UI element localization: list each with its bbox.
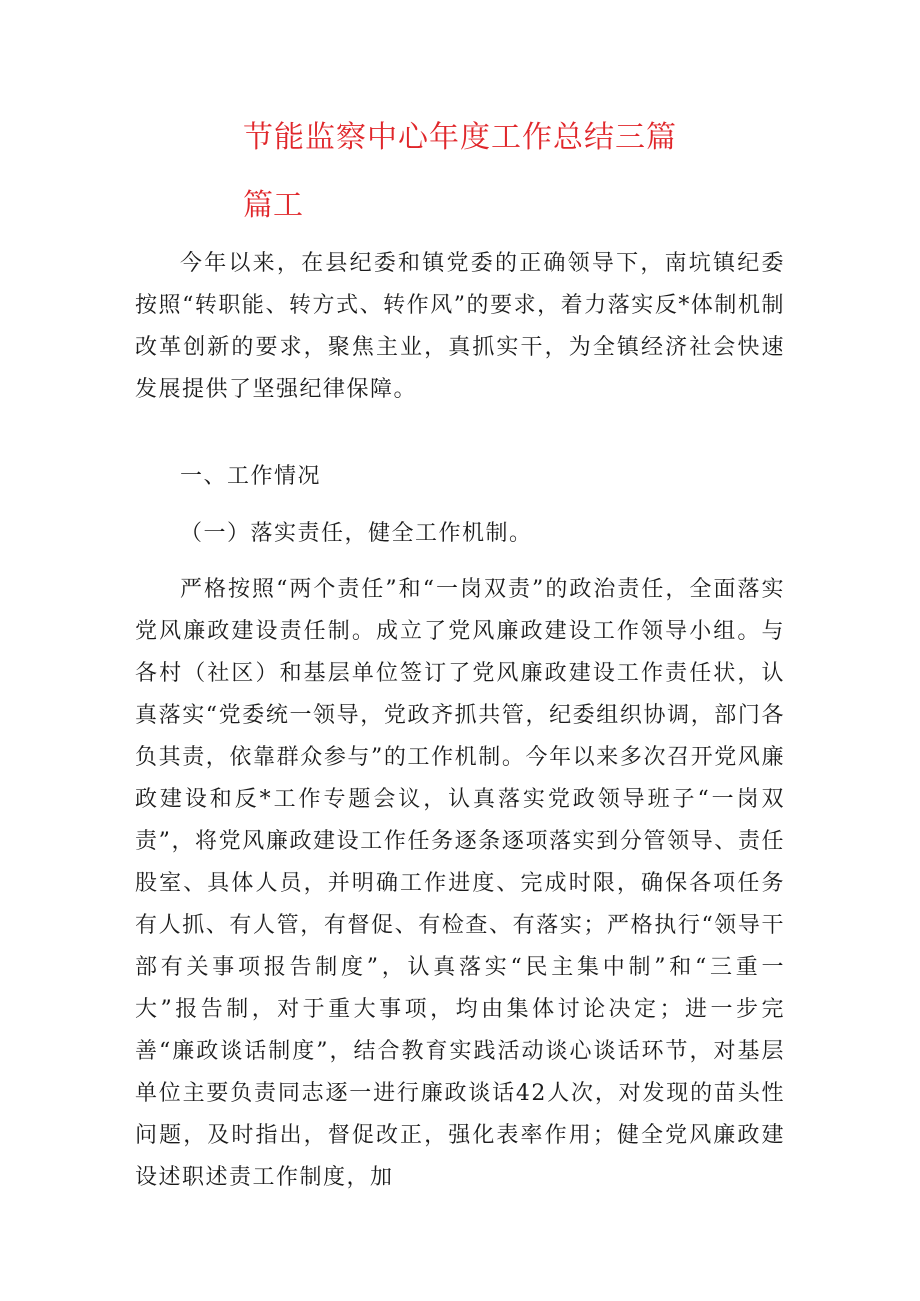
document-title: 节能监察中心年度工作总结三篇 xyxy=(243,120,677,155)
document-subtitle: 篇工 xyxy=(243,188,303,223)
subsection-heading: （一）落实责任，健全工作机制。 xyxy=(180,521,533,546)
intro-paragraph: 今年以来，在县纪委和镇党委的正确领导下，南坑镇纪委按照“转职能、转方式、转作风”的要求，着力落实反*体制机制改革创新的要求，聚焦主业，真抓实干，为全镇经济社会快速发展提供了坚强纪律保障。 xyxy=(135,251,785,402)
body-paragraph: 严格按照“两个责任”和“一岗双责”的政治责任，全面落实党风廉政建设责任制。成立了党风廉政建设工作领导小组。与各村（社区）和基层单位签订了党风廉政建设工作责任状，认真落实“党委统一领导，党政齐抓共管，纪委组织协调，部门各负其责，依靠群众参与”的工作机制。今年以来多次召开党风廉政建设和反*工作专题会议，认真落实党政领导班子“一岗双责”，将党风廉政建设工作任务逐条逐项落实到分管领导、责任股室、具体人员，并明确工作进度、完成时限，确保各项任务有人抓、有人管，有督促、有检查、有落实；严格执行“领导干部有关事项报告制度”，认真落实“民主集中制”和“三重一大”报告制，对于重大事项，均由集体讨论决定；进一步完善“廉政谈话制度”，结合教育实践活动谈心谈话环节，对基层单位主要负责同志逐一进行廉政谈话42人次，对发现的苗头性问题，及时指出，督促改正，强化表率作用；健全党风廉政建设述职述责工作制度，加 xyxy=(135,577,785,1190)
section-heading: 一、工作情况 xyxy=(180,464,322,489)
